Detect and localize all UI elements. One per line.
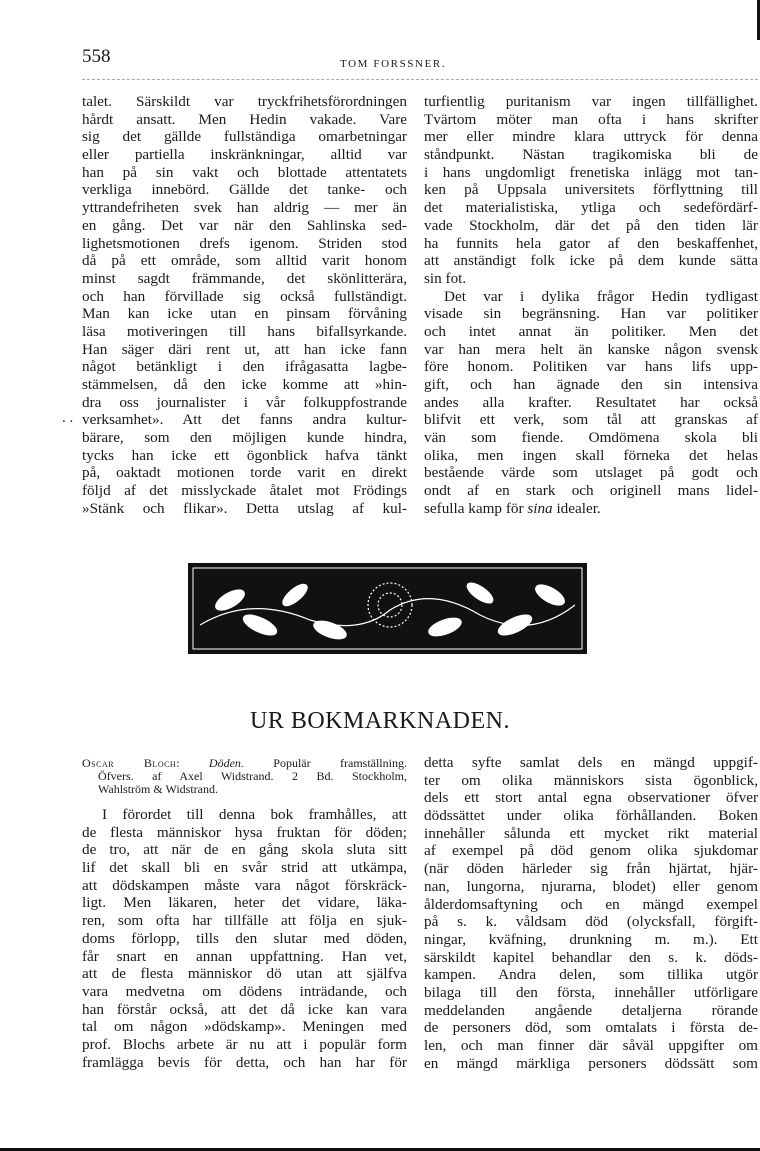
review-left-column [82,806,407,1071]
text-line [424,482,758,500]
text-line [424,913,758,931]
text-line [424,842,758,860]
text-line-body: dels ett stort antal egna observationer öfver [424,789,758,807]
text-line-body: ha funnits hela gator af den beskaffenhet, [424,234,758,252]
text-line [82,164,407,182]
text-line [424,111,758,129]
text-line [82,411,407,429]
text-line [82,305,407,323]
text-line-body: meddelanden angående detaljerna rörande [424,1001,758,1019]
text-line-body: då på ett område, som alltid varit honom [82,252,407,270]
header-rule [82,79,758,80]
text-line-body: sin fot. [424,269,467,287]
text-line [82,482,407,500]
text-line-body: det materialistiska, ytliga och sedefördärf- [424,199,758,217]
text-line-body: mer eller mindre klara uttryck för denna [424,128,758,146]
text-line [424,1055,758,1073]
text-line-body: de tro, att när de en gång skola sluta sitt [82,841,407,859]
text-line-body: läsa motiveringen till hans bifallsyrkande. [82,322,407,340]
text-line [82,146,407,164]
text-line-body: talet. Särskildt var tryckfrihetsförordningen [82,93,407,110]
text-line [82,930,407,948]
emphasized-word: sina [527,499,553,517]
text-line-body: dödssättet under olika förhållanden. Boken [424,807,758,825]
text-line [424,464,758,482]
running-head: TOM FORSSNER. [340,58,447,70]
text-line [424,235,758,253]
text-line [82,806,407,824]
text-line-body: Han säger däri rent ut, att han icke fann [82,340,407,358]
text-line-body: före honom. Politiken var hans lifs upp- [424,358,758,376]
text-line-body: yttrandefriheten svek han aldrig — mer än [82,199,407,217]
text-line [424,199,758,217]
text-line-body: ren, som ofta har tillfälle att följa en sjuk- [82,912,407,930]
text-line [424,181,758,199]
text-line-body: bärare, som den möjligen kunde hindra, [82,429,407,447]
text-line [82,983,407,1001]
text-line [82,464,407,482]
text-line [82,341,407,359]
text-line-body: framlägga bevis för detta, och han har för [82,1053,407,1071]
text-line [82,128,407,146]
text-line [82,948,407,966]
text-line-body: och intet annat än politiker. Men det [424,322,758,340]
text-line [82,1018,407,1036]
text-line-body: nan, lungorna, njurarna, blodet) eller genom [424,877,758,895]
text-line [424,270,758,288]
text-line-body: prof. Blochs arbete är nu att i populär form [82,1035,407,1053]
text-line-body: ter om olika människors sista ögonblick, [424,771,758,789]
citation-title: Döden. [208,756,244,770]
text-line [82,217,407,235]
text-line-body: turfientlig puritanism var ingen tillfällighet. [424,93,758,110]
text-line-body: innehåller sålunda ett mycket rikt material [424,824,758,842]
text-line-body: bilaga till den första, innehåller utförligare [424,983,758,1001]
text-line-body: särskildt kapitel behandlar den s. k. döds- [424,948,758,966]
text-line [82,199,407,217]
text-line-body: hårdt ansatt. Men Hedin vakade. Vare [82,110,407,128]
text-line-body: kampen. Andra delen, som tillika utgör [424,966,758,984]
text-line-body: sefulla kamp för [424,499,524,517]
text-line-body: vara medvetna om dödens inträdande, och [82,982,407,1000]
text-line-body: ligt. Men läkaren, heter det vidare, läka- [82,894,407,912]
text-line [424,1037,758,1055]
text-line [424,931,758,949]
text-line [82,1001,407,1019]
text-line-body: något betänkligt i den ifrågasatta lagbe- [82,358,407,376]
text-line-body: att de flesta människor dö utan att själfva [82,965,407,983]
text-line [424,411,758,429]
text-line-body: på, oaktadt motionen torde varit en direkt [82,464,407,482]
text-line [424,394,758,412]
text-line [424,878,758,896]
text-line [424,789,758,807]
article-left-column [82,93,407,518]
text-line [82,358,407,376]
text-line [82,270,407,288]
citation-publisher: Wahlström & Widstrand. [98,782,218,796]
text-line-body: verksamhet». Att det fanns andra kultur- [82,411,407,429]
text-line-body: dra oss journalister i vår folkuppfostrande [82,393,407,411]
text-line-body: Tvärtom möter man ofta i hans skrifter [424,110,758,128]
text-line [424,305,758,323]
text-line [424,772,758,790]
text-line [424,323,758,341]
text-line [424,500,758,518]
text-line-body: ningar, kväfning, drunkning m. m.). Ett [424,930,758,948]
text-line [82,394,407,412]
text-line [424,252,758,270]
page-number: 558 [82,46,111,67]
text-line [82,894,407,912]
text-line-body: Man kan icke utan en pinsam förvåning [82,305,407,323]
text-line-body: de personers död, som omtalats i första de- [424,1019,758,1037]
text-line-body: en gång. Det var när den Sahlinska sed- [82,216,407,234]
text-line [82,323,407,341]
text-line [82,235,407,253]
text-line [82,500,407,518]
text-line [424,896,758,914]
text-line-body: på s. k. våldsam död (olycksfall, förgift- [424,913,758,931]
article-right-column [424,93,758,518]
text-line [424,447,758,465]
text-line-body: len, och man finner där såväl uppgifter om [424,1037,758,1054]
text-line [82,841,407,859]
text-line [424,376,758,394]
text-line-body: i hans ungdomligt frenetiska inlägg mot tan- [424,163,758,181]
text-line-body: ondt af en stark och originell mans lidel- [424,482,758,500]
section-title: UR BOKMARKNADEN. [249,708,510,734]
text-line-body: blifvit ett verk, som tål att granskas af [424,411,758,429]
text-line [82,1036,407,1054]
text-line-body: ståndpunkt. Nästan tragikomiska bli de [424,146,758,164]
text-line [424,1019,758,1037]
citation-subtitle: Populär framställning. [273,756,407,770]
text-line-body: stämmelsen, då den icke komme att »hin- [82,376,407,393]
text-line [424,93,758,111]
text-line [424,1002,758,1020]
text-line [82,447,407,465]
text-line-body: bestående värde som utslaget på godt och [424,464,758,482]
text-line [82,912,407,930]
text-line [424,429,758,447]
text-line-body: vade Stockholm, där det på den tiden lär [424,216,758,234]
review-right-column [424,754,758,1072]
book-citation: Oscar Bloch: Döden. Populär framställning. Öfvers. af Axel Widstrand. 2 Bd. Stockholm, Wahlström & Widstrand. [82,756,407,796]
text-line [82,376,407,394]
text-line [82,965,407,983]
text-line [82,93,407,111]
text-line [82,252,407,270]
text-line-body: gift, och han ägnade den sin intensiva [424,376,758,393]
text-line-body: att anständigt folk icke på dem kunde sätta [424,252,758,270]
text-line-body: I förordet till denna bok framhålles, att [102,806,407,823]
text-line [424,164,758,182]
text-line-body: ken på Uppsala universitets förflyttning till [424,181,758,199]
text-line-body: följd af det misslyckade åtalet mot Frödings [82,482,407,500]
text-line [424,949,758,967]
text-line-body: olika, men ingen skall förneka det helas [424,446,758,464]
text-line-body: verkliga innebörd. Gällde det tanke- och [82,181,407,199]
text-line [424,860,758,878]
text-line-body: han förstår också, att det då icke kan vara [82,1000,407,1018]
text-line-body: andes alla krafter. Resultatet har också [424,393,758,411]
text-line [424,358,758,376]
text-line [424,146,758,164]
text-line-body: af exempel på död genom olika sjukdomar [424,842,758,860]
text-line [424,217,758,235]
text-line-body: och han förvillade sig också fullständigt. [82,287,407,305]
text-line-body: att dödskampen måste vara något förskräck- [82,876,407,894]
text-line-body: detta syfte samlat dels en mängd uppgif- [424,754,758,771]
text-line [82,288,407,306]
floral-vignette-icon [188,563,587,654]
text-line-body: sig det gällde fullständiga omarbetningar [82,128,407,146]
text-line [82,1054,407,1072]
margin-mark: . . [62,410,74,426]
text-line-body: lif det skall bli en svår strid att utkämpa, [82,859,407,877]
text-line-body: visade sin begränsning. Han var politiker [424,305,758,323]
text-line [424,754,758,772]
text-line [424,341,758,359]
citation-publication: Öfvers. af Axel Widstrand. 2 Bd. Stockholm, [98,769,407,783]
text-line [424,128,758,146]
text-line-body: de flesta människor hysa fruktan för döden; [82,823,407,841]
text-line [82,859,407,877]
text-line-body: ålderdomsaftyning och en mängd exempel [424,895,758,913]
text-line-body: tal om någon »dödskamp». Meningen med [82,1018,407,1036]
text-line [424,288,758,306]
text-line [82,111,407,129]
text-line [424,825,758,843]
text-line-body: lighetsmotionen drefs igenom. Striden stod [82,234,407,252]
text-line [82,181,407,199]
text-line-body: vän som fiende. Omdömena skola bli [424,429,758,447]
citation-author: Oscar Bloch [82,756,177,770]
text-line-body: tycks han icke ett ögonblick hafva tänkt [82,446,407,464]
text-line [424,807,758,825]
text-line-body: han på sin vakt och blottade attentatets [82,163,407,181]
text-line [82,877,407,895]
text-line-body: en mängd märkliga personers dödssätt som [424,1054,758,1072]
text-line [82,824,407,842]
text-line-body: får snart en annan uppfattning. Han vet, [82,947,407,965]
text-line-body: (när döden härleder sig från hjärtat, hjär- [424,860,758,878]
text-line [424,966,758,984]
text-line-tail: idealer. [556,499,601,517]
text-line-body: Det var i dylika frågor Hedin tydligast [444,287,758,305]
text-line-body: minst sagdt främmande, det skönlitterära, [82,269,407,287]
text-line-body: »Stänk och flikar». Detta utslag af kul- [82,499,407,517]
text-line [424,984,758,1002]
text-line-body: doms förlopp, tills den slutar med döden, [82,929,407,947]
text-line [82,429,407,447]
text-line-body: var han mera helt än kanske någon svensk [424,340,758,358]
text-line-body: eller partiella inskränkningar, alltid var [82,146,407,164]
